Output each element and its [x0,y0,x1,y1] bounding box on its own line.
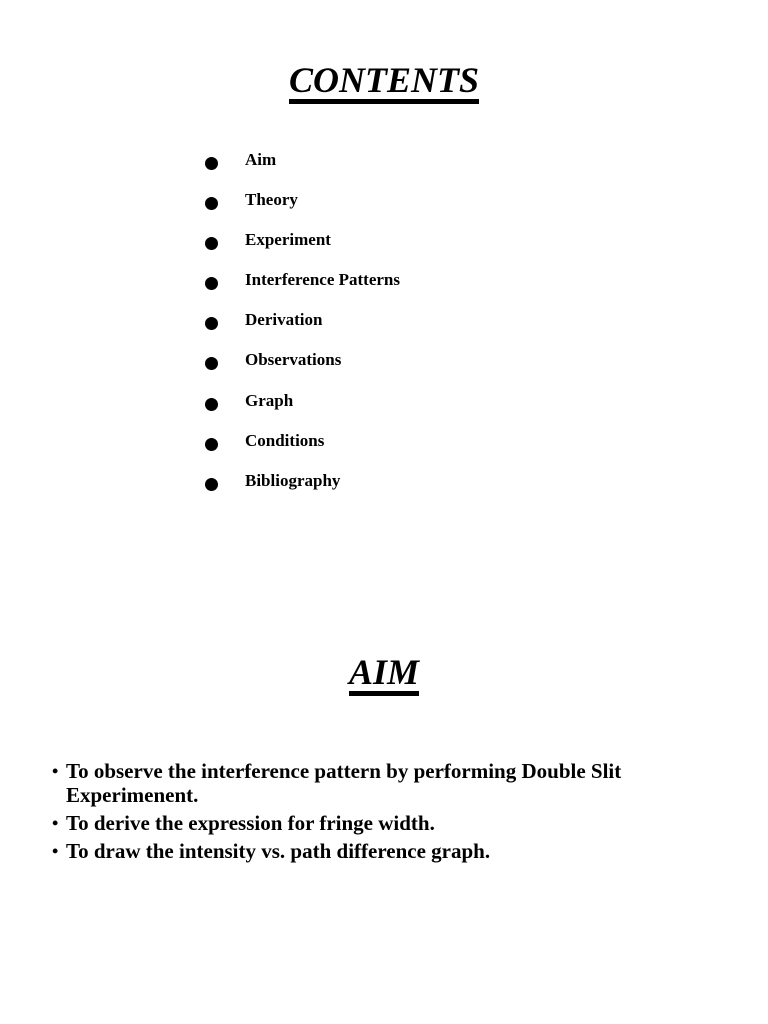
contents-item-label: Conditions [245,430,325,450]
contents-item-label: Experiment [245,230,331,250]
contents-list [205,150,400,511]
contents-item-label: Aim [245,150,277,169]
aim-heading-text: AIM [349,654,419,696]
aim-heading [0,654,768,696]
bullet-icon: • [52,761,59,781]
aim-point-text: To observe the interference pattern by performing Double Slit Experimenent. [66,759,622,807]
contents-item-experiment [205,230,400,270]
contents-item-graph [205,391,400,431]
bullet-dot-icon [205,237,218,250]
contents-item-label: Theory [245,190,298,210]
aim-point-text: To derive the expression for fringe width. [66,811,435,835]
contents-item-derivation [205,310,400,350]
contents-item-observations [205,350,400,390]
contents-item-label: Derivation [245,310,323,330]
bullet-dot-icon [205,277,218,290]
bullet-dot-icon [205,357,218,370]
contents-item-theory [205,190,400,230]
aim-list [52,759,732,867]
contents-item-label: Interference Patterns [245,270,400,290]
bullet-dot-icon [205,438,218,451]
aim-point-text: To draw the intensity vs. path difference graph. [66,839,491,863]
contents-item-aim [205,150,400,190]
contents-item-interference-patterns [205,270,400,310]
bullet-dot-icon [205,197,218,210]
aim-point [52,759,732,807]
bullet-dot-icon [205,478,218,491]
bullet-dot-icon [205,317,218,330]
contents-item-label: Bibliography [245,470,341,490]
aim-point [52,839,732,863]
contents-item-label: Graph [245,390,294,410]
contents-item-label: Observations [245,350,342,370]
bullet-dot-icon [205,157,218,170]
bullet-icon: • [52,813,59,833]
contents-heading [0,62,768,104]
contents-item-conditions [205,431,400,471]
contents-heading-text: CONTENTS [289,62,479,104]
bullet-dot-icon [205,398,218,411]
bullet-icon: • [52,841,59,861]
aim-point [52,811,732,835]
contents-item-bibliography [205,471,400,511]
